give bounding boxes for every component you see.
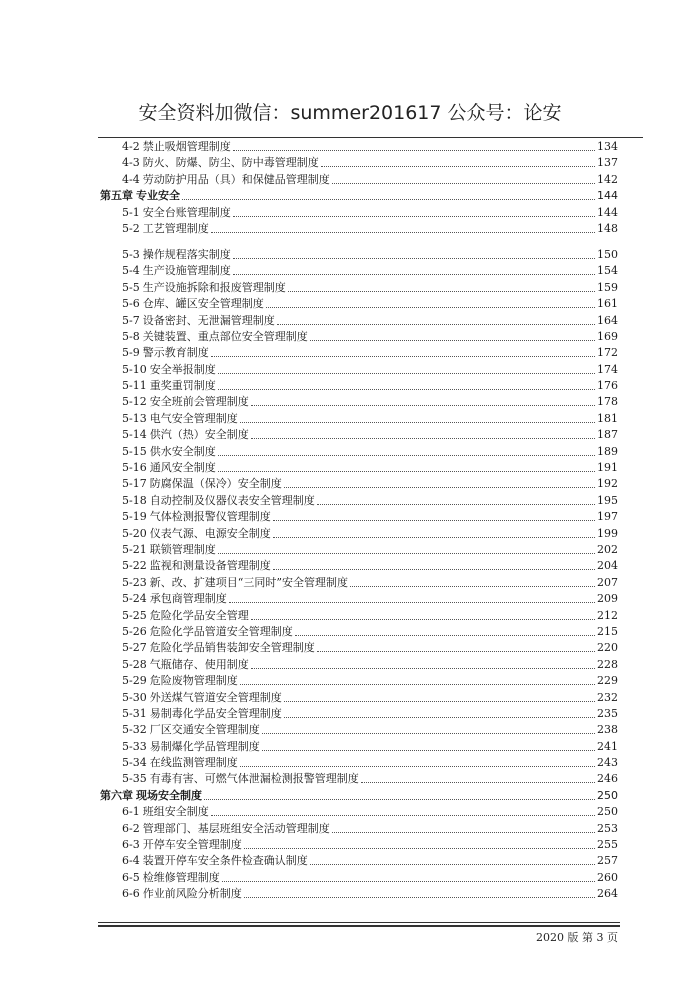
toc-entry-number: 5-14 — [122, 428, 147, 442]
toc-entry-title: 装置开停车安全条件检查确认制度 — [142, 854, 308, 868]
toc-dot-leader — [218, 471, 595, 472]
toc-entry-title: 新、改、扩建项目“三同时”安全管理制度 — [149, 575, 348, 589]
toc-entry-row[interactable] — [100, 836, 618, 852]
toc-entry-title: 危险化学品安全管理 — [149, 608, 249, 622]
toc-dot-leader — [251, 438, 595, 439]
toc-entry-number: 5-24 — [122, 592, 147, 606]
toc-entry-row[interactable] — [100, 475, 618, 491]
toc-entry-title: 安全举报制度 — [149, 362, 216, 376]
toc-entry-title: 在线监测管理制度 — [149, 756, 238, 770]
toc-entry-title: 安全班前会管理制度 — [149, 395, 249, 409]
toc-entry-row[interactable] — [100, 852, 618, 868]
toc-page-number: 215 — [597, 624, 618, 638]
toc-entry-number: 5-2 — [122, 221, 140, 235]
toc-entry-row[interactable] — [100, 508, 618, 524]
toc-page-number: 241 — [597, 739, 618, 753]
toc-entry-row[interactable] — [100, 312, 618, 328]
toc-page-number: 195 — [597, 493, 618, 507]
toc-entry-number: 5-9 — [122, 346, 140, 360]
toc-entry-number: 5-5 — [122, 280, 140, 294]
toc-entry-title: 外送煤气管道安全管理制度 — [149, 690, 282, 704]
toc-entry-title: 仪表气源、电源安全制度 — [149, 526, 271, 540]
toc-page-number: 161 — [597, 297, 618, 311]
toc-entry-number: 5-28 — [122, 657, 147, 671]
toc-dot-leader — [310, 864, 595, 865]
page-header-title: 安全资料加微信：summer201617 公众号：论安 — [138, 102, 562, 124]
toc-page-number: 250 — [597, 788, 618, 802]
toc-entry-title: 班组安全制度 — [142, 805, 209, 819]
toc-page-number: 181 — [597, 411, 618, 425]
toc-page-number: 189 — [597, 444, 618, 458]
toc-entry-row[interactable] — [100, 672, 618, 688]
toc-entry-row[interactable] — [100, 721, 618, 737]
toc-entry-number: 5-23 — [122, 575, 147, 589]
toc-dot-leader — [277, 324, 595, 325]
toc-entry-title: 安全台账管理制度 — [142, 205, 231, 219]
toc-entry-row[interactable] — [100, 410, 618, 426]
toc-dot-leader — [211, 815, 595, 816]
toc-entry-title: 操作规程落实制度 — [142, 247, 231, 261]
toc-page-number: 172 — [597, 346, 618, 360]
toc-dot-leader — [273, 537, 595, 538]
toc-entry-row[interactable] — [100, 344, 618, 360]
toc-dot-leader — [332, 183, 595, 184]
toc-entry-title: 作业前风险分析制度 — [142, 887, 242, 901]
page-footer: 2020 版 第 3 页 — [536, 931, 618, 944]
toc-entry-number: 第五章 — [100, 189, 133, 203]
toc-entry-title: 仓库、罐区安全管理制度 — [142, 297, 264, 311]
toc-page-number: 220 — [597, 641, 618, 655]
toc-entry-number: 6-3 — [122, 838, 140, 852]
toc-entry-number: 5-22 — [122, 559, 147, 573]
table-of-contents — [100, 138, 618, 902]
toc-entry-row[interactable] — [100, 770, 618, 786]
toc-page-number: 176 — [597, 379, 618, 393]
toc-entry-number: 5-31 — [122, 706, 147, 720]
toc-entry-title: 防火、防爆、防尘、防中毒管理制度 — [142, 156, 319, 170]
toc-entry-number: 5-10 — [122, 362, 147, 376]
toc-dot-leader — [361, 782, 595, 783]
toc-entry-number: 5-33 — [122, 739, 147, 753]
toc-entry-title: 气体检测报警仪管理制度 — [149, 510, 271, 524]
toc-entry-title: 生产设施管理制度 — [142, 264, 231, 278]
toc-entry-title: 危险化学品销售装卸安全管理制度 — [149, 641, 315, 655]
toc-entry-row[interactable] — [100, 492, 618, 508]
toc-entry-title: 管理部门、基层班组安全活动管理制度 — [142, 821, 330, 835]
toc-dot-leader — [218, 373, 595, 374]
toc-dot-leader — [284, 717, 595, 718]
toc-entry-number: 第六章 — [100, 788, 133, 802]
toc-page-number: 204 — [597, 559, 618, 573]
toc-page-number: 150 — [597, 247, 618, 261]
toc-entry-number: 6-4 — [122, 854, 140, 868]
toc-dot-leader — [244, 897, 595, 898]
toc-page-number: 255 — [597, 838, 618, 852]
toc-entry-title: 警示教育制度 — [142, 346, 209, 360]
toc-entry-row[interactable] — [100, 295, 618, 311]
toc-page-number: 199 — [597, 526, 618, 540]
toc-entry-number: 6-2 — [122, 821, 140, 835]
toc-entry-row[interactable] — [100, 279, 618, 295]
toc-entry-row[interactable] — [100, 557, 618, 573]
toc-entry-number: 5-19 — [122, 510, 147, 524]
toc-dot-leader — [240, 422, 595, 423]
toc-page-number: 159 — [597, 280, 618, 294]
toc-entry-title: 工艺管理制度 — [142, 221, 209, 235]
toc-page-number: 164 — [597, 313, 618, 327]
toc-entry-row[interactable] — [100, 377, 618, 393]
toc-page-number: 144 — [597, 189, 618, 203]
toc-entry-title: 承包商管理制度 — [149, 592, 227, 606]
toc-entry-row[interactable] — [100, 820, 618, 836]
toc-page-number: 264 — [597, 887, 618, 901]
toc-dot-leader — [321, 166, 595, 167]
toc-page-number: 187 — [597, 428, 618, 442]
toc-dot-leader — [182, 199, 595, 200]
toc-dot-leader — [288, 291, 595, 292]
toc-entry-number: 6-1 — [122, 805, 140, 819]
toc-entry-number: 4-3 — [122, 156, 140, 170]
toc-entry-row[interactable] — [100, 459, 618, 475]
toc-dot-leader — [218, 553, 595, 554]
toc-page-number: 238 — [597, 723, 618, 737]
toc-entry-row[interactable] — [100, 220, 618, 236]
toc-entry-row[interactable] — [100, 689, 618, 705]
toc-entry-row[interactable] — [100, 869, 618, 885]
toc-entry-title: 禁止吸烟管理制度 — [142, 140, 231, 153]
toc-entry-row[interactable] — [100, 803, 618, 819]
toc-page-number: 202 — [597, 542, 618, 556]
toc-dot-leader — [284, 701, 595, 702]
toc-dot-leader — [240, 766, 595, 767]
toc-entry-number: 5-6 — [122, 297, 140, 311]
toc-page-number: 260 — [597, 870, 618, 884]
toc-entry-number: 5-4 — [122, 264, 140, 278]
toc-dot-leader — [251, 405, 595, 406]
toc-entry-number: 5-11 — [122, 379, 147, 393]
toc-entry-title: 自动控制及仪器仪表安全管理制度 — [149, 493, 315, 507]
toc-entry-title: 关键装置、重点部位安全管理制度 — [142, 329, 308, 343]
toc-entry-row[interactable] — [100, 328, 618, 344]
toc-entry-number: 5-35 — [122, 772, 147, 786]
toc-entry-number: 5-29 — [122, 674, 147, 688]
toc-page-number: 134 — [597, 140, 618, 153]
toc-entry-number: 5-27 — [122, 641, 147, 655]
toc-page-number: 250 — [597, 805, 618, 819]
toc-page-number: 235 — [597, 706, 618, 720]
toc-dot-leader — [273, 569, 595, 570]
toc-page-number: 253 — [597, 821, 618, 835]
footer-divider-thick — [98, 925, 620, 927]
toc-entry-number: 5-13 — [122, 411, 147, 425]
toc-page-number: 169 — [597, 329, 618, 343]
toc-page-number: 257 — [597, 854, 618, 868]
toc-dot-leader — [233, 216, 595, 217]
toc-page-number: 232 — [597, 690, 618, 704]
toc-entry-row[interactable] — [100, 361, 618, 377]
toc-page-number: 197 — [597, 510, 618, 524]
toc-entry-title: 易制爆化学品管理制度 — [149, 739, 260, 753]
toc-entry-number: 5-32 — [122, 723, 147, 737]
toc-entry-number: 5-25 — [122, 608, 147, 622]
toc-entry-row[interactable] — [100, 393, 618, 409]
toc-entry-title: 劳动防护用品（具）和保健品管理制度 — [142, 172, 330, 186]
toc-entry-title: 检维修管理制度 — [142, 870, 220, 884]
toc-entry-row[interactable] — [100, 262, 618, 278]
toc-entry-row[interactable] — [100, 623, 618, 639]
toc-entry-number: 5-16 — [122, 461, 147, 475]
toc-entry-title: 开停车安全管理制度 — [142, 838, 242, 852]
toc-page-number: 212 — [597, 608, 618, 622]
toc-entry-number: 5-1 — [122, 205, 140, 219]
toc-entry-row[interactable] — [100, 443, 618, 459]
toc-page-number: 178 — [597, 395, 618, 409]
toc-page-number: 142 — [597, 172, 618, 186]
toc-entry-row[interactable] — [100, 705, 618, 721]
toc-entry-title: 电气安全管理制度 — [149, 411, 238, 425]
toc-page-number: 192 — [597, 477, 618, 491]
toc-dot-leader — [233, 274, 595, 275]
toc-dot-leader — [262, 750, 595, 751]
toc-dot-leader — [295, 635, 595, 636]
toc-entry-row[interactable] — [100, 590, 618, 606]
toc-dot-leader — [332, 832, 595, 833]
toc-page-number: 209 — [597, 592, 618, 606]
toc-page-number: 207 — [597, 575, 618, 589]
toc-entry-number: 5-8 — [122, 329, 140, 343]
toc-entry-row[interactable] — [100, 754, 618, 770]
toc-entry-title: 防腐保温（保冷）安全制度 — [149, 477, 282, 491]
toc-entry-title: 厂区交通安全管理制度 — [149, 723, 260, 737]
toc-dot-leader — [240, 684, 595, 685]
toc-dot-leader — [262, 733, 595, 734]
toc-entry-number: 5-15 — [122, 444, 147, 458]
toc-dot-leader — [218, 455, 595, 456]
toc-dot-leader — [266, 307, 595, 308]
toc-entry-title: 监视和测量设备管理制度 — [149, 559, 271, 573]
toc-entry-row[interactable] — [100, 541, 618, 557]
toc-entry-number: 5-17 — [122, 477, 147, 491]
toc-chapter-row[interactable] — [100, 187, 618, 203]
toc-dot-leader — [251, 668, 595, 669]
toc-entry-title: 联锁管理制度 — [149, 542, 216, 556]
toc-entry-number: 5-30 — [122, 690, 147, 704]
toc-entry-row[interactable] — [100, 426, 618, 442]
toc-entry-number: 5-20 — [122, 526, 147, 540]
toc-entry-title: 生产设施拆除和报废管理制度 — [142, 280, 286, 294]
toc-entry-row[interactable] — [100, 525, 618, 541]
toc-entry-title: 设备密封、无泄漏管理制度 — [142, 313, 275, 327]
toc-page-number: 148 — [597, 221, 618, 235]
toc-dot-leader — [211, 232, 595, 233]
toc-dot-leader — [211, 356, 595, 357]
toc-entry-title: 危险废物管理制度 — [149, 674, 238, 688]
toc-page-number: 174 — [597, 362, 618, 376]
toc-entry-title: 危险化学品管道安全管理制度 — [149, 624, 293, 638]
toc-entry-title: 易制毒化学品安全管理制度 — [149, 706, 282, 720]
toc-dot-leader — [218, 389, 595, 390]
toc-entry-number: 5-34 — [122, 756, 147, 770]
toc-dot-leader — [284, 487, 595, 488]
toc-entry-row[interactable] — [100, 885, 618, 901]
toc-page-number: 228 — [597, 657, 618, 671]
toc-entry-title: 气瓶储存、使用制度 — [149, 657, 249, 671]
toc-dot-leader — [310, 340, 595, 341]
toc-entry-number: 5-21 — [122, 542, 147, 556]
toc-entry-number: 6-6 — [122, 887, 140, 901]
toc-entry-number: 6-5 — [122, 870, 140, 884]
toc-entry-title: 有毒有害、可燃气体泄漏检测报警管理制度 — [149, 772, 359, 786]
toc-entry-row[interactable] — [100, 154, 618, 170]
toc-page-number: 229 — [597, 674, 618, 688]
toc-dot-leader — [317, 651, 595, 652]
toc-entry-number: 5-12 — [122, 395, 147, 409]
toc-dot-leader — [350, 586, 595, 587]
toc-dot-leader — [229, 602, 595, 603]
toc-dot-leader — [244, 848, 595, 849]
toc-page-number: 191 — [597, 461, 618, 475]
toc-dot-leader — [273, 520, 595, 521]
toc-entry-number: 5-3 — [122, 247, 140, 261]
toc-entry-row[interactable] — [100, 246, 618, 262]
toc-entry-row[interactable] — [100, 204, 618, 220]
toc-entry-number: 5-18 — [122, 493, 147, 507]
toc-dot-leader — [233, 258, 595, 259]
footer-divider-thin — [98, 922, 620, 923]
toc-page-number: 144 — [597, 205, 618, 219]
toc-entry-row[interactable] — [100, 607, 618, 623]
toc-entry-row[interactable] — [100, 138, 618, 154]
toc-entry-row[interactable] — [100, 738, 618, 754]
toc-dot-leader — [222, 881, 595, 882]
toc-entry-row[interactable] — [100, 171, 618, 187]
toc-entry-title: 重奖重罚制度 — [149, 379, 216, 393]
toc-page-number: 137 — [597, 156, 618, 170]
toc-entry-title: 供水安全制度 — [149, 444, 216, 458]
toc-entry-row[interactable] — [100, 574, 618, 590]
toc-dot-leader — [204, 799, 595, 800]
toc-entry-title: 专业安全 — [136, 189, 180, 203]
toc-page-number: 246 — [597, 772, 618, 786]
toc-dot-leader — [317, 504, 595, 505]
toc-entry-number: 4-2 — [122, 140, 140, 153]
toc-page-number: 243 — [597, 756, 618, 770]
toc-entry-number: 5-26 — [122, 624, 147, 638]
toc-page-number: 154 — [597, 264, 618, 278]
toc-entry-title: 现场安全制度 — [136, 788, 202, 802]
toc-entry-title: 通风安全制度 — [149, 461, 216, 475]
toc-entry-title: 供汽（热）安全制度 — [149, 428, 249, 442]
toc-entry-row[interactable] — [100, 639, 618, 655]
toc-entry-number: 4-4 — [122, 172, 140, 186]
toc-chapter-row[interactable] — [100, 787, 618, 803]
toc-dot-leader — [251, 619, 595, 620]
toc-entry-row[interactable] — [100, 656, 618, 672]
toc-entry-number: 5-7 — [122, 313, 140, 327]
toc-dot-leader — [233, 150, 595, 151]
